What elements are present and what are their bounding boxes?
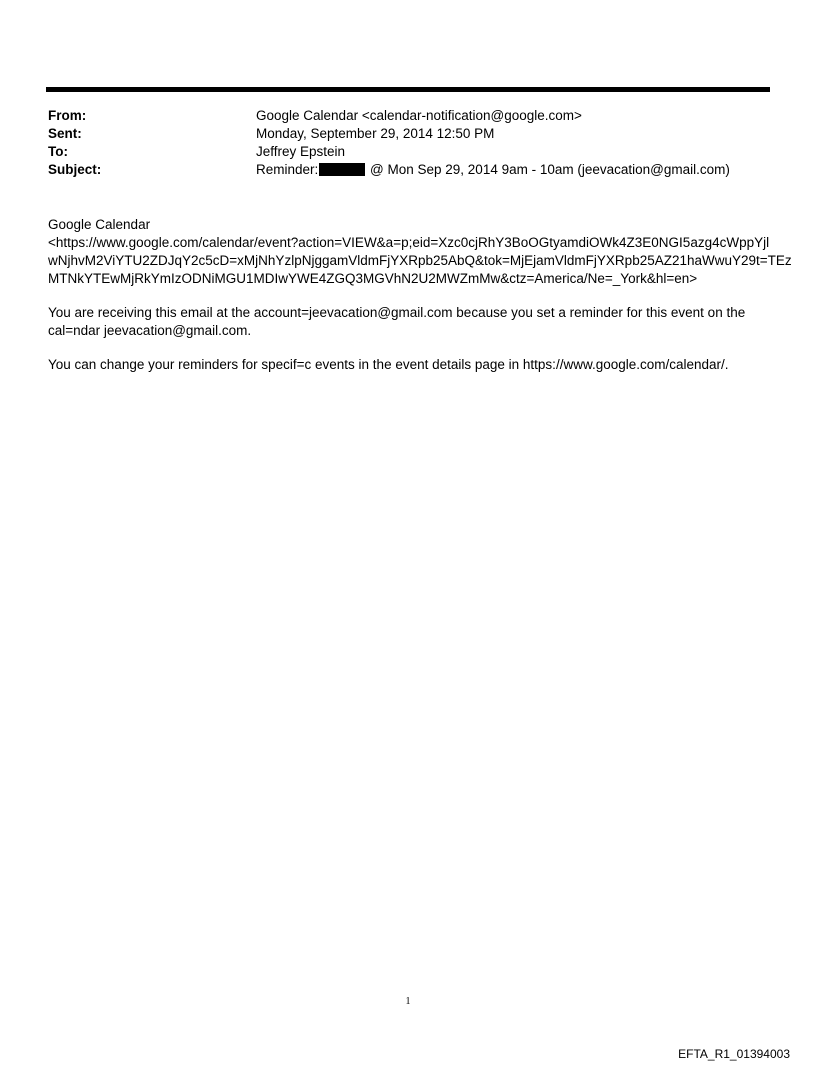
email-body bbox=[48, 216, 792, 390]
subject-label: Subject: bbox=[48, 162, 102, 177]
event-link-line-3: MTNkYTEwMjRkYmIzODNiMGU1MDIwYWE4ZGQ3MGVhN2U2MWZmMw&ctz=America/Ne=_York&hl=en> bbox=[48, 271, 698, 286]
event-link-line-1: <https://www.google.com/calendar/event?action=VIEW&a=p;eid=Xzc0cjRhY3BoOGtyamdiOWk4Z3E0NGI5azg4cWppYjl bbox=[48, 235, 770, 250]
subject-prefix: Reminder: bbox=[256, 162, 319, 177]
email-header bbox=[48, 107, 772, 179]
subject-value bbox=[256, 161, 730, 179]
sender-name: Google Calendar bbox=[48, 217, 151, 232]
from-value: Google Calendar <calendar-notification@google.com> bbox=[256, 108, 582, 123]
subject-suffix: @ Mon Sep 29, 2014 9am - 10am (jeevacation@gmail.com) bbox=[370, 162, 730, 177]
page-number: 1 bbox=[405, 996, 411, 1007]
sent-value: Monday, September 29, 2014 12:50 PM bbox=[256, 126, 495, 141]
reminder-reason-paragraph bbox=[48, 304, 772, 340]
reason-line-2: cal=ndar jeevacation@gmail.com. bbox=[48, 323, 252, 338]
change-reminders-paragraph bbox=[48, 356, 772, 374]
sent-row bbox=[48, 125, 772, 143]
event-link-line-2: wNjhvM2ViYTU2ZDJqY2c5cD=xMjNhYzlpNjggamVldmFjYXRpb25AbQ&tok=MjEjamVldmFjYXRpb25AZ21haWwuY29t=TEz bbox=[48, 253, 792, 268]
to-row bbox=[48, 143, 772, 161]
redaction-box bbox=[319, 163, 365, 176]
change-reminders-text: You can change your reminders for specif=c events in the event details page in https://www.google.com/calendar/. bbox=[48, 357, 729, 372]
sent-label: Sent: bbox=[48, 126, 82, 141]
header-divider bbox=[46, 87, 770, 92]
reason-line-1: You are receiving this email at the account=jeevacation@gmail.com because you set a reminder for this event on the bbox=[48, 305, 746, 320]
from-row bbox=[48, 107, 772, 125]
from-label: From: bbox=[48, 108, 87, 123]
link-paragraph bbox=[48, 216, 792, 288]
to-label: To: bbox=[48, 144, 68, 159]
subject-row bbox=[48, 161, 772, 179]
to-value: Jeffrey Epstein bbox=[256, 144, 346, 159]
document-id: EFTA_R1_01394003 bbox=[678, 1047, 790, 1061]
